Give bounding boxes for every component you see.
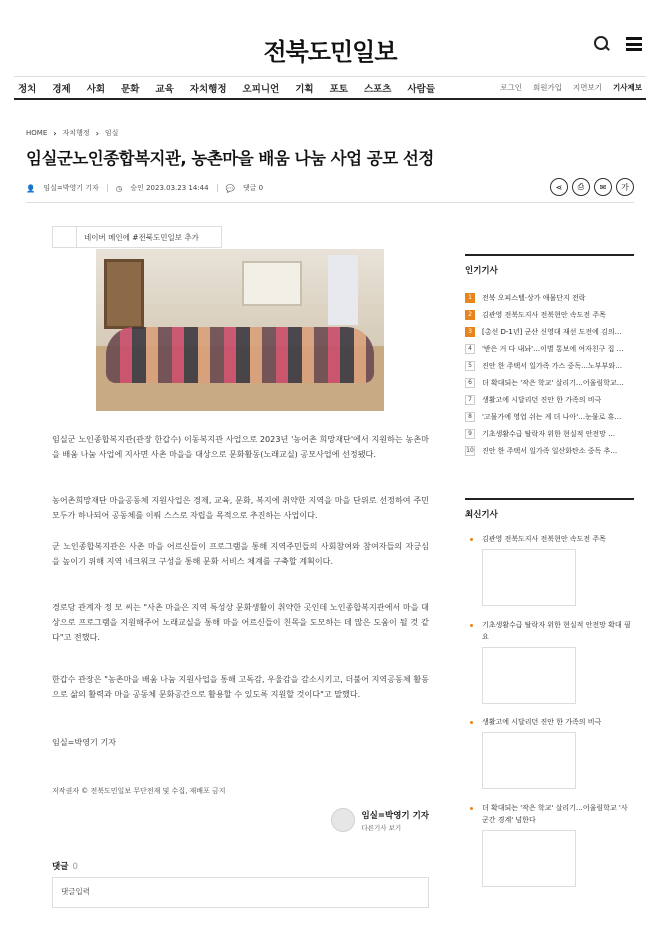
rank-badge: 9 xyxy=(465,429,475,439)
clock-icon: ◷ xyxy=(115,183,123,193)
main-nav xyxy=(14,76,646,100)
util-links xyxy=(500,82,646,93)
email-icon[interactable]: ✉ xyxy=(594,178,612,196)
nav-item-culture[interactable]: 문화 xyxy=(121,83,140,95)
search-icon[interactable] xyxy=(594,36,610,52)
user-icon: 👤 xyxy=(26,183,36,193)
naver-add-text: 네이버 메인에 #전북도민일보 추가 xyxy=(84,232,199,242)
rank-badge: 8 xyxy=(465,412,475,422)
latest-item-thumbnail[interactable] xyxy=(482,732,576,789)
list-item[interactable] xyxy=(465,289,634,306)
rank-badge: 10 xyxy=(466,447,474,454)
reporter-box xyxy=(331,808,429,832)
latest-item-title[interactable]: 김관영 전북도지사 전북현안 속도전 주목 xyxy=(470,533,634,545)
print-icon[interactable]: ⎙ xyxy=(572,178,590,196)
breadcrumb-home[interactable]: HOME xyxy=(26,129,48,137)
chevron-right-icon: › xyxy=(53,128,57,138)
rank-badge: 4 xyxy=(465,344,475,354)
list-item[interactable] xyxy=(465,323,634,340)
news-tip-link[interactable]: 기사제보 xyxy=(613,83,642,92)
header-icons xyxy=(594,36,642,52)
site-logo[interactable]: 전북도민일보 xyxy=(263,38,397,66)
breadcrumb xyxy=(26,128,118,138)
list-item-text: 생활고에 시달리던 진안 한 가족의 비극 xyxy=(482,395,602,404)
reporter-name: 임실=박영기 기자 xyxy=(361,810,429,821)
share-icon[interactable]: ⋖ xyxy=(550,178,568,196)
rank-badge: 1 xyxy=(465,293,475,303)
article-paragraph: 경로당 관계자 정 모 씨는 "사촌 마을은 지역 특성상 문화생활이 취약한 곳인데 노인종합복지관에서 마을 대상으로 프로그램을 지원해주어 노래교실을 통해 마을 어르신들이 친목을 도모하는 데 많은 도움이 될 것 같다"고 전했다. xyxy=(52,602,429,642)
meta-divider xyxy=(217,184,218,192)
photo-window xyxy=(242,261,302,306)
list-item[interactable] xyxy=(465,374,634,391)
list-item[interactable] xyxy=(465,425,634,442)
author-name: 임실=박영기 기자 xyxy=(43,184,99,192)
article-paragraph: 임실군 노인종합복지관(관장 한갑수) 이동복지관 사업으로 2023년 '농어촌 희망재단'에서 지원하는 농촌마을 배움 나눔 사업에 지사면 사촌 마을을 대상으로 문화활동(노래교실) 공모사업에 선정됐다. xyxy=(52,434,429,459)
list-item-text: 김관영 전북도지사 전북현안 속도전 주목 xyxy=(482,310,606,319)
meta-divider-line xyxy=(26,202,634,203)
breadcrumb-subsection[interactable]: 임실 xyxy=(104,129,119,137)
share-tools xyxy=(550,178,634,196)
list-item[interactable] xyxy=(465,357,634,374)
article-meta xyxy=(26,183,263,193)
breadcrumb-section[interactable]: 자치행정 xyxy=(62,129,90,137)
article-byline: 임실=박영기 기자 xyxy=(52,737,117,747)
list-item-text: 진안 한 주택서 일가족 일산화탄소 중독 추… xyxy=(482,446,618,455)
list-item[interactable] xyxy=(465,442,634,459)
rank-badge: 5 xyxy=(465,361,475,371)
latest-item[interactable] xyxy=(470,716,634,789)
latest-item-title[interactable]: 생활고에 시달리던 진안 한 가족의 비극 xyxy=(470,716,634,728)
list-item-text: 더 확대되는 '작은 학교' 살리기…어울림학교… xyxy=(482,378,624,387)
nav-item-economy[interactable]: 경제 xyxy=(52,83,71,95)
nav-item-politics[interactable]: 정치 xyxy=(18,83,37,95)
rank-badge: 3 xyxy=(465,327,475,337)
rank-badge: 6 xyxy=(465,378,475,388)
nav-sections xyxy=(14,81,445,95)
rank-badge: 2 xyxy=(465,310,475,320)
article-paragraph: 농어촌희망재단 마을공동체 지원사업은 경제, 교육, 문화, 복지에 취약한 지역을 마을 단위로 선정하여 주민 모두가 하나되어 공동체를 이뤄 스스로 자립을 목적으로 추진하는 사업이다. xyxy=(52,495,429,520)
latest-item-title[interactable]: 더 확대되는 '작은 학교' 살리기…어울림학교 '사군간 경계' 넘한다 xyxy=(470,802,634,826)
latest-item[interactable] xyxy=(470,619,634,704)
latest-item[interactable] xyxy=(470,533,634,606)
nav-item-feature[interactable]: 기획 xyxy=(295,83,314,95)
comment-count[interactable]: 댓글 0 xyxy=(242,184,264,192)
list-item-text: [총선 D-1년] 군산 신영대 재선 도전에 김의… xyxy=(482,327,622,336)
latest-item-thumbnail[interactable] xyxy=(482,647,576,704)
comment-title-label: 댓글 xyxy=(52,862,69,872)
font-size-icon[interactable]: 가 xyxy=(616,178,634,196)
comment-section-title xyxy=(52,860,78,872)
comment-input[interactable]: 댓글입력 xyxy=(52,877,429,908)
list-item[interactable] xyxy=(465,306,634,323)
epaper-link[interactable]: 지면보기 xyxy=(573,83,603,92)
naver-add-banner[interactable] xyxy=(52,226,222,248)
rank-badge: 7 xyxy=(465,395,475,405)
photo-window xyxy=(328,255,358,325)
nav-item-local-admin[interactable]: 자치행정 xyxy=(189,83,227,95)
article-paragraph: 한갑수 관장은 "농촌마을 배움 나눔 지원사업을 통해 고독감, 우울감을 감소시키고, 더불어 지역공동체 활동으로 삶의 활력과 마을 공동체 문화공간으로 활용할 수 있도록 지원할 것이다"고 말했다. xyxy=(52,674,429,699)
nav-item-sports[interactable]: 스포츠 xyxy=(363,83,392,95)
list-item-text: '고물가에 영업 쉬는 게 더 나아'…눈물로 휴… xyxy=(482,412,622,421)
comment-total: 0 xyxy=(72,862,78,872)
avatar xyxy=(331,808,355,832)
latest-item-thumbnail[interactable] xyxy=(482,549,576,606)
nav-item-education[interactable]: 교육 xyxy=(155,83,174,95)
latest-item-thumbnail[interactable] xyxy=(482,830,576,887)
meta-divider xyxy=(107,184,108,192)
list-item[interactable] xyxy=(465,391,634,408)
latest-title: 최신기사 xyxy=(465,498,634,520)
nav-item-people[interactable]: 사람들 xyxy=(407,83,436,95)
nav-item-opinion[interactable]: 오피니언 xyxy=(242,83,280,95)
list-item-text: 진안 한 주택서 일가족 가스 중독…노부부와… xyxy=(482,361,623,370)
comment-icon: 💬 xyxy=(225,183,235,193)
article-photo[interactable] xyxy=(96,249,384,411)
list-item[interactable] xyxy=(465,408,634,425)
naver-logo-icon xyxy=(53,227,77,247)
signup-link[interactable]: 회원가입 xyxy=(533,83,563,92)
nav-item-photo[interactable]: 포토 xyxy=(329,83,348,95)
nav-item-society[interactable]: 사회 xyxy=(86,83,106,95)
article-title: 임실군노인종합복지관, 농촌마을 배움 나눔 사업 공모 선정 xyxy=(26,149,434,168)
approved-time: 승인 2023.03.23 14:44 xyxy=(130,184,209,192)
list-item-text: 전북 오피스텔·상가 애물단지 전락 xyxy=(482,293,586,302)
popular-list xyxy=(465,289,634,459)
latest-item-title[interactable]: 기초생활수급 탈락자 위한 현실적 안전망 확대 필요 xyxy=(470,619,634,643)
list-item-text: '받은 거 다 내놔'…이별 통보에 여자친구 집 … xyxy=(482,344,624,353)
login-link[interactable]: 로그인 xyxy=(500,83,523,92)
latest-item[interactable] xyxy=(470,802,634,887)
photo-door xyxy=(104,259,144,329)
list-item-text: 기초생활수급 탈락자 위한 현실적 안전망 … xyxy=(482,429,616,438)
chevron-right-icon: › xyxy=(95,128,99,138)
reporter-more-link[interactable]: 다른기사 보기 xyxy=(361,823,402,832)
list-item[interactable] xyxy=(465,340,634,357)
article-paragraph: 군 노인종합복지관은 사촌 마을 어르신들이 프로그램을 통해 지역주민들의 사회참여와 참여자들의 자긍심을 높이기 위해 지역 네크워크 구성을 통해 문화 서비스 체계를 구축할 계획이다. xyxy=(52,541,429,566)
photo-group xyxy=(106,327,374,383)
menu-icon[interactable] xyxy=(626,37,642,51)
copyright-notice: 저작권자 © 전북도민일보 무단전재 및 수집, 재배포 금지 xyxy=(52,787,226,795)
popular-title: 인기기사 xyxy=(465,254,634,276)
